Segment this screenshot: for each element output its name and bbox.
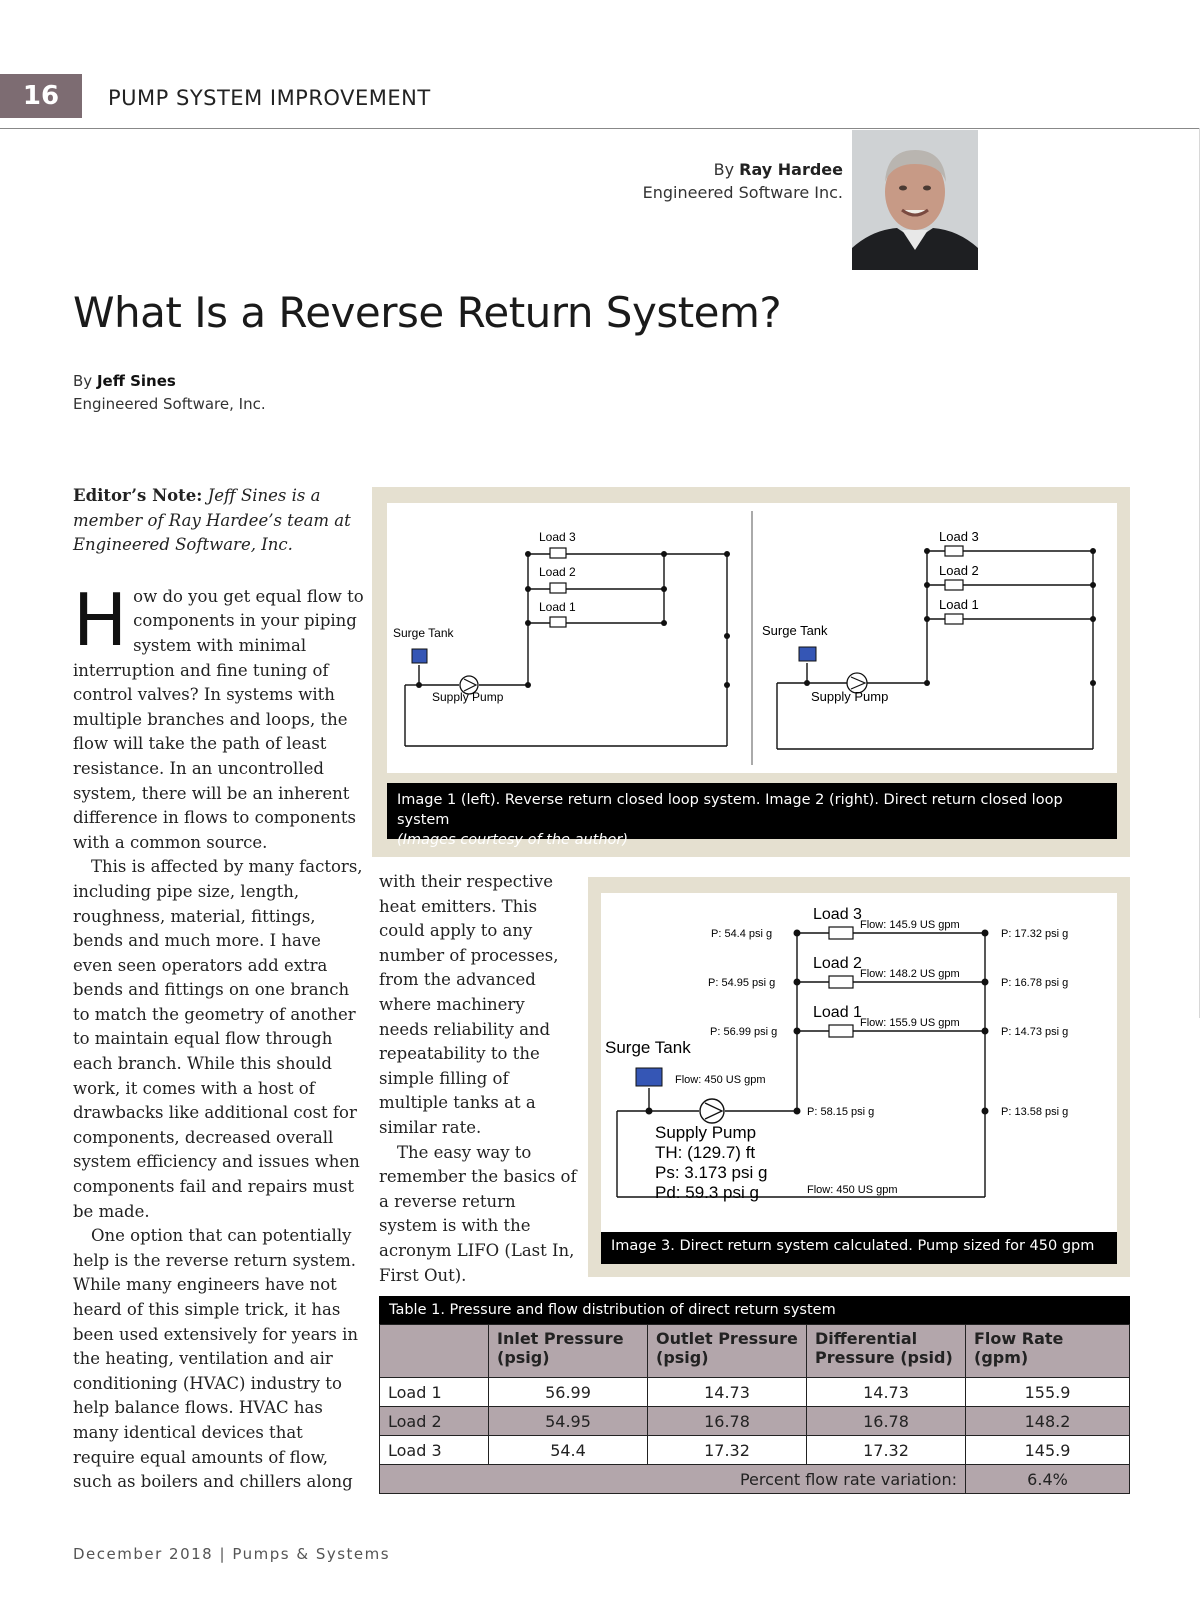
fig3-load2-flow: Flow: 148.2 US gpm: [860, 968, 960, 980]
table-cell: 54.95: [489, 1407, 648, 1436]
article-headline: What Is a Reverse Return System?: [73, 288, 782, 337]
page-number: 16: [0, 74, 82, 118]
fig3-tank-flow: Flow: 450 US gpm: [675, 1074, 766, 1086]
paragraph-2: This is affected by many factors, including pipe size, length, roughness, material, fittings, bends and much more. I have even seen operators add extra bends and fittings on one branch to match the geometry of another to maintain equal flow through each branch. While this should work, it comes with a host of drawbacks like additional cost for components, decreased overall system efficiency and issues when components fail and repairs must be made.: [73, 857, 363, 1221]
fig3-pressure-return: P: 13.58 psi g: [1001, 1106, 1069, 1118]
fig3-pressure-out3: P: 17.32 psi g: [1001, 928, 1069, 940]
right-supply-pump-label: Supply Pump: [811, 689, 889, 704]
drop-cap: H: [73, 577, 128, 662]
fig3-pressure-in2: P: 54.95 psi g: [708, 977, 776, 989]
editors-note: [73, 484, 365, 558]
table-cell: 56.99: [489, 1378, 648, 1407]
fig3-load3-label: Load 3: [813, 906, 862, 923]
fig3-supply-pump-label: Supply Pump: [655, 1123, 757, 1142]
table-header-inlet: Inlet Pressure (psig): [489, 1325, 648, 1378]
row-label: Load 2: [380, 1407, 489, 1436]
columnist-name: Ray Hardee: [739, 160, 843, 179]
paragraph-4: with their respective heat emitters. This could apply to any number of processes, from the advanced where machinery needs reliability and repeatability to the simple filling of multiple tanks at a similar rate.: [379, 872, 559, 1137]
right-surge-tank-label: Surge Tank: [762, 623, 828, 638]
fig3-pump-pd: Pd: 59.3 psi g: [655, 1183, 759, 1202]
table-cell: 14.73: [648, 1378, 807, 1407]
table-header-flow-rate: Flow Rate (gpm): [966, 1325, 1130, 1378]
row-label: Load 3: [380, 1436, 489, 1465]
table-cell: 17.32: [648, 1436, 807, 1465]
caption-credit: (Images courtesy of the author): [397, 832, 629, 848]
page-footer: [73, 1545, 390, 1563]
table-cell: 16.78: [648, 1407, 807, 1436]
table-cell: 17.32: [807, 1436, 966, 1465]
columnist-company: Engineered Software Inc.: [642, 183, 843, 202]
table-cell: 148.2: [966, 1407, 1130, 1436]
right-load2-label: Load 2: [939, 563, 979, 578]
fig3-load2-label: Load 2: [813, 955, 862, 972]
byline-prefix: By: [713, 160, 735, 179]
figure-1-2-diagrams: [387, 503, 1117, 773]
figure-3-diagram: [601, 893, 1117, 1233]
table-row: [380, 1378, 1130, 1407]
left-supply-pump-label: Supply Pump: [432, 690, 504, 704]
author-company: Engineered Software, Inc.: [73, 395, 266, 413]
header-divider: [0, 128, 1200, 129]
paragraph-1-text: ow do you get equal flow to components in your piping system with minimal interruption and fine tuning of control valves? In systems with multiple branches and loops, the flow will take the path of least resistance. In an uncontrolled system, there will be an inherent difference in flows to components with a common source.: [73, 586, 364, 852]
footer-publication: Pumps & Systems: [232, 1545, 391, 1563]
fig3-return-flow: Flow: 450 US gpm: [807, 1184, 898, 1196]
left-load2-label: Load 2: [539, 565, 576, 579]
table-title: Table 1. Pressure and flow distribution of direct return system: [379, 1296, 1130, 1324]
pressure-flow-table: [379, 1296, 1130, 1494]
author-name: Jeff Sines: [96, 372, 176, 390]
fig3-pump-ps: Ps: 3.173 psi g: [655, 1163, 768, 1182]
footer-separator: |: [219, 1545, 227, 1563]
fig3-pump-th: TH: (129.7) ft: [655, 1143, 756, 1162]
variation-value: 6.4%: [966, 1465, 1130, 1494]
table-summary-row: [380, 1465, 1130, 1494]
variation-label: Percent flow rate variation:: [380, 1465, 966, 1494]
editors-note-label: Editor’s Note:: [73, 486, 203, 505]
body-column-2: [379, 870, 579, 1288]
left-surge-tank-label: Surge Tank: [393, 626, 454, 640]
body-column-1: [73, 484, 365, 1495]
article-byline: [73, 370, 266, 416]
fig3-pressure-out2: P: 16.78 psi g: [1001, 977, 1069, 989]
fig3-load1-flow: Flow: 155.9 US gpm: [860, 1017, 960, 1029]
table-cell: 54.4: [489, 1436, 648, 1465]
row-label: Load 1: [380, 1378, 489, 1407]
fig3-pressure-junction: P: 58.15 psi g: [807, 1106, 875, 1118]
paragraph-3: One option that can potentially help is the reverse return system. While many engineers have not heard of this simple trick, it has been used extensively for years in the heating, ventilation and air conditioning (HVAC) industry to help balance flows. HVAC has many identical devices that require equal amounts of flow, such as boilers and chillers along: [73, 1226, 358, 1492]
left-load1-label: Load 1: [539, 600, 576, 614]
paragraph-5: The easy way to remember the basics of a reverse return system is with the acronym LIFO (Last In, First Out).: [379, 1142, 577, 1285]
caption-line-1: Image 1 (left). Reverse return closed loop system. Image 2 (right). Direct return closed loop system: [397, 792, 1063, 828]
table-cell: 155.9: [966, 1378, 1130, 1407]
fig3-surge-tank-label: Surge Tank: [605, 1038, 691, 1057]
table-cell: 145.9: [966, 1436, 1130, 1465]
fig3-pressure-in1: P: 56.99 psi g: [710, 1026, 778, 1038]
paragraph-1: [73, 577, 365, 856]
table-row: [380, 1407, 1130, 1436]
figure-3-caption: Image 3. Direct return system calculated. Pump sized for 450 gpm: [601, 1232, 1117, 1264]
right-load3-label: Load 3: [939, 529, 979, 544]
footer-date: December 2018: [73, 1545, 214, 1563]
fig3-pressure-in3: P: 54.4 psi g: [711, 928, 773, 940]
left-load3-label: Load 3: [539, 530, 576, 544]
fig3-load3-flow: Flow: 145.9 US gpm: [860, 919, 960, 931]
section-title: PUMP SYSTEM IMPROVEMENT: [108, 86, 431, 110]
table-cell: 14.73: [807, 1378, 966, 1407]
fig3-load1-label: Load 1: [813, 1004, 862, 1021]
right-load1-label: Load 1: [939, 597, 979, 612]
columnist-byline: [643, 158, 843, 204]
fig3-pressure-out1: P: 14.73 psi g: [1001, 1026, 1069, 1038]
table-row: [380, 1436, 1130, 1465]
table-header-outlet: Outlet Pressure (psig): [648, 1325, 807, 1378]
byline-prefix: By: [73, 372, 93, 390]
author-photo: [852, 130, 978, 270]
table-cell: 16.78: [807, 1407, 966, 1436]
table-header-differential: Differential Pressure (psid): [807, 1325, 966, 1378]
editors-note-text: Jeff Sines is a member of Ray Hardee’s team at Engineered Software, Inc.: [73, 486, 351, 555]
table-header-blank: [380, 1325, 489, 1378]
figure-1-2-caption: [387, 783, 1117, 848]
